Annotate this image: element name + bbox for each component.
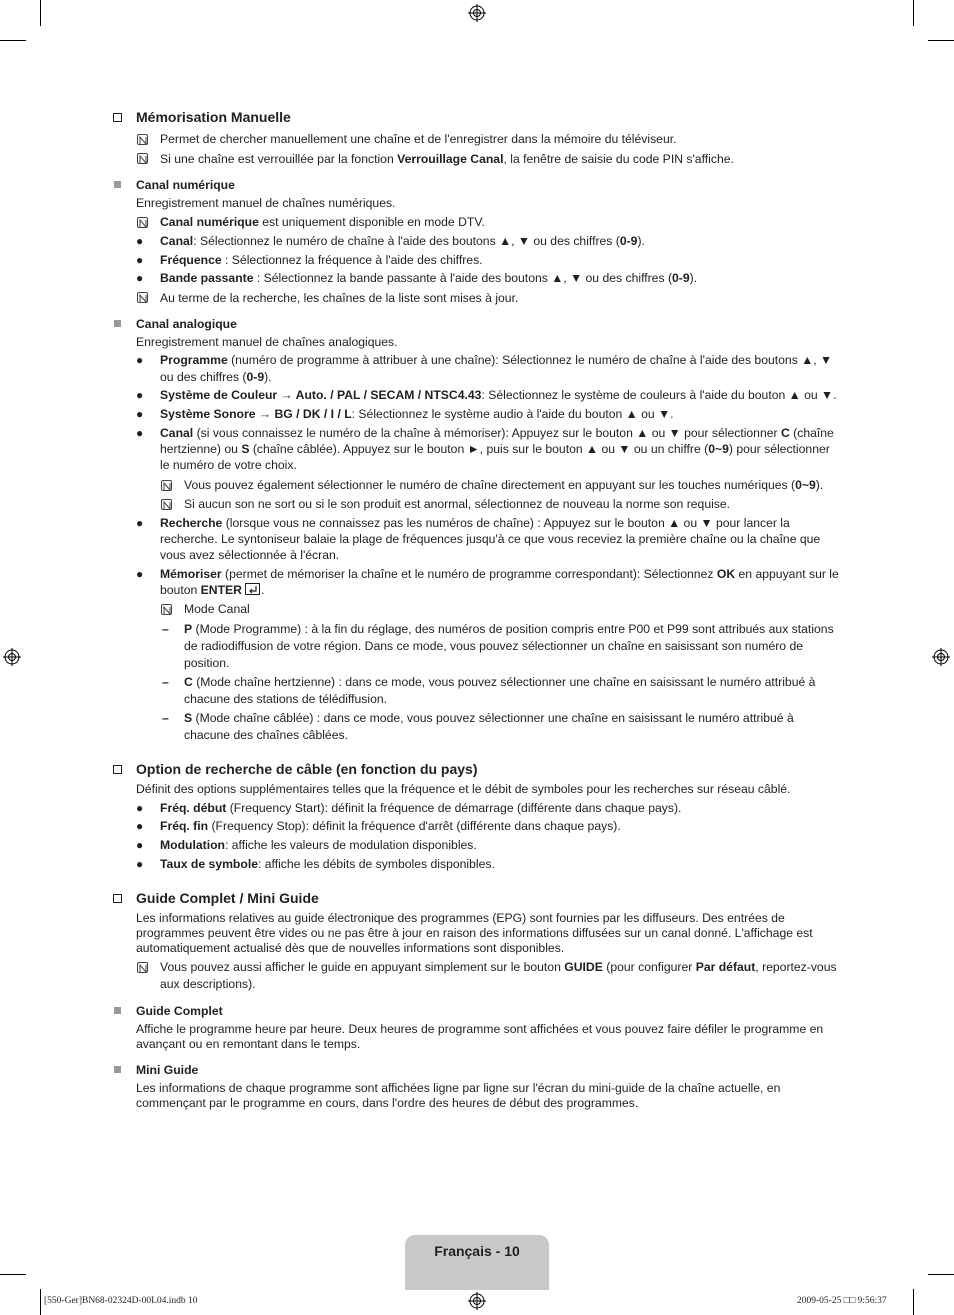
list-item-cont: chacune des chaînes câblées. [184,728,348,742]
crop-mark [40,0,41,26]
list-item-cont: chacune des stations de télédiffusion. [184,692,388,706]
note-icon [161,480,172,491]
list-item: Mémoriser (permet de mémoriser la chaîne et le numéro de programme correspondant): Sélectionnez OK en appuyant sur le [160,567,839,581]
bullet: ● [136,353,144,367]
list-item: Canal (si vous connaissez le numéro de la chaîne à mémoriser): Appuyez sur le bouton ▲ ou ▼ pour sélectionner C (chaîne [160,426,834,440]
list-item: Fréq. fin (Frequency Stop): définit la fréquence d'arrêt (différente dans chaque pays). [160,819,621,833]
subsection-title: Canal numérique [136,178,235,192]
list-item: Fréq. début (Frequency Start): définit la fréquence de démarrage (différente dans chaque pays). [160,801,682,815]
description: Enregistrement manuel de chaînes analogiques. [136,335,398,349]
bullet: ● [136,271,144,285]
list-item: Modulation: affiche les valeurs de modulation disponibles. [160,838,477,852]
square-bullet-icon [114,1066,121,1073]
square-bullet-icon [114,181,121,188]
list-item: Taux de symbole: affiche les débits de symboles disponibles. [160,857,495,871]
square-bullet-icon [114,1007,121,1014]
paragraph-line: Les informations de chaque programme sont affichées ligne par ligne sur l'écran du mini-guide de la chaîne actuelle, en [136,1081,781,1095]
bullet: ● [136,838,144,852]
bullet: ● [136,801,144,815]
list-item: S (Mode chaîne câblée) : dans ce mode, vous pouvez sélectionner une chaîne en saisissant le numéro attribué à [184,711,794,725]
subsection-title: Guide Complet [136,1004,223,1018]
bullet: ● [136,253,144,267]
paragraph-line: automatiquement actualisé dès que de nouvelles informations sont disponibles. [136,941,565,955]
note-text: Permet de chercher manuellement une chaîne et de l'enregistrer dans la mémoire du téléviseur. [160,132,677,146]
list-item-cont: bouton ENTER . [160,583,265,597]
checkbox-bullet-icon [113,113,122,122]
registration-mark-icon [3,648,21,666]
list-item: P (Mode Programme) : à la fin du réglage, des numéros de position compris entre P00 et P99 sont attribués aux stations [184,622,834,636]
bullet: ● [136,388,144,402]
list-item: Bande passante : Sélectionnez la bande passante à l'aide des boutons ▲, ▼ ou des chiffres (0-9). [160,271,698,285]
paragraph-line: avançant ou en remontant dans le temps. [136,1037,361,1051]
dash-bullet: – [162,622,169,636]
list-item: Fréquence : Sélectionnez la fréquence à l'aide des chiffres. [160,253,483,267]
list-item: C (Mode chaîne hertzienne) : dans ce mode, vous pouvez sélectionner une chaîne en saisissant le numéro attribué à [184,675,816,689]
bullet: ● [136,857,144,871]
bullet: ● [136,819,144,833]
list-item-cont: hertzienne) ou S (chaîne câblée). Appuyez sur le bouton ►, puis sur le bouton ▲ ou ▼ ou un chiffre (0~9) pour sélectionner [160,442,830,456]
file-info: [550-Ger]BN68-02324D-00L04.indb 10 [44,1296,198,1306]
subsection-title: Canal analogique [136,317,237,331]
note-icon [137,962,148,973]
note-text: Vous pouvez aussi afficher le guide en appuyant simplement sur le bouton GUIDE (pour configurer Par défaut, reportez-vous [160,960,837,974]
bullet: ● [136,234,144,248]
note-text-cont: aux descriptions). [160,977,256,991]
list-item-cont: de radiodiffusion de votre région. Dans ce mode, vous pouvez sélectionner un chaîne en saisissant son numéro de [184,639,804,653]
section-title: Mémorisation Manuelle [136,109,291,125]
list-item: Canal: Sélectionnez le numéro de chaîne à l'aide des boutons ▲, ▼ ou des chiffres (0-9). [160,234,645,248]
checkbox-bullet-icon [113,894,122,903]
list-item-cont: vous avez sélectionnée à l'écran. [160,548,340,562]
note-icon [137,217,148,228]
section-title: Guide Complet / Mini Guide [136,890,319,906]
paragraph-line: Les informations relatives au guide électronique des programmes (EPG) sont fournies par les diffuseurs. Des entrées de [136,911,785,925]
crop-mark [0,1274,26,1275]
note-text: Si aucun son ne sort ou si le son produit est anormal, sélectionnez de nouveau la norme son requise. [184,497,731,511]
description: Définit des options supplémentaires telles que la fréquence et le débit de symboles pour les recherches sur réseau câblé. [136,782,791,796]
registration-mark-icon [932,648,950,666]
list-item-cont: le numéro de votre choix. [160,458,297,472]
note-icon [137,292,148,303]
note-text: Si une chaîne est verrouillée par la fonction Verrouillage Canal, la fenêtre de saisie du code PIN s'affiche. [160,152,734,166]
section-title: Option de recherche de câble (en fonction du pays) [136,761,478,777]
crop-mark [928,40,954,41]
note-text: Au terme de la recherche, les chaînes de la liste sont mises à jour. [160,291,519,305]
note-icon [137,153,148,164]
description: Enregistrement manuel de chaînes numériques. [136,196,396,210]
bullet: ● [136,426,144,440]
subsection-title: Mini Guide [136,1063,199,1077]
paragraph-line: programmes peuvent être vides ou ne pas être à jour en raison des informations diffusées sur un canal donné. L'affichage est [136,926,813,940]
list-item: Système de Couleur → Auto. / PAL / SECAM / NTSC4.43: Sélectionnez le système de couleurs à l'aide du bouton ▲ ou ▼. [160,388,837,402]
list-item: Programme (numéro de programme à attribuer à une chaîne): Sélectionnez le numéro de chaîne à l'aide des boutons ▲, ▼ [160,353,833,367]
paragraph-line: Affiche le programme heure par heure. Deux heures de programme sont affichées et vous pouvez faire défiler le programme en [136,1022,824,1036]
crop-mark [0,40,26,41]
registration-mark-icon [468,1292,486,1310]
crop-mark [913,1289,914,1315]
list-item-cont: ou des chiffres (0-9). [160,370,272,384]
list-item-cont: position. [184,656,230,670]
paragraph-line: commençant par le programme en cours, dans l'ordre des heures de début des programmes. [136,1096,639,1110]
bullet: ● [136,567,144,581]
registration-mark-icon [468,4,486,22]
enter-icon [245,583,261,595]
note-icon [137,134,148,145]
note-text: Mode Canal [184,602,250,616]
list-item: Système Sonore → BG / DK / I / L: Sélectionnez le système audio à l'aide du bouton ▲ ou ▼. [160,407,674,421]
crop-mark [928,1274,954,1275]
note-icon [161,499,172,510]
page-number: Français - 10 [434,1243,520,1259]
note-icon [161,604,172,615]
list-item: Recherche (lorsque vous ne connaissez pas les numéros de chaîne) : Appuyez sur le bouton ▲ ou ▼ pour lancer la [160,516,790,530]
crop-mark [40,1289,41,1315]
bullet: ● [136,407,144,421]
bullet: ● [136,516,144,530]
note-text: Canal numérique est uniquement disponible en mode DTV. [160,215,485,229]
square-bullet-icon [114,320,121,327]
dash-bullet: – [162,711,169,725]
checkbox-bullet-icon [113,765,122,774]
note-text: Vous pouvez également sélectionner le numéro de chaîne directement en appuyant sur les touches numériques (0~9). [184,478,824,492]
crop-mark [913,0,914,26]
date-info: 2009-05-25 □□ 9:56:37 [797,1296,887,1306]
list-item-cont: recherche. Le syntoniseur balaie la plage de fréquences jusqu'à ce que vous receviez la première chaîne ou la chaîne que [160,532,821,546]
dash-bullet: – [162,675,169,689]
